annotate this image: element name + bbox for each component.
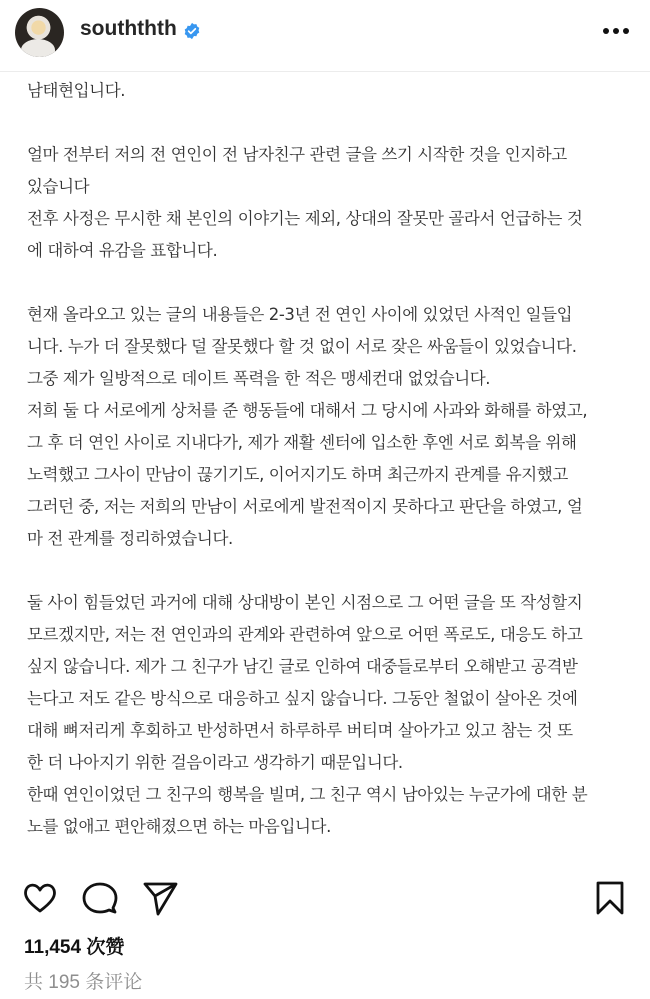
paragraph-gap <box>27 267 627 299</box>
more-options-button[interactable] <box>603 28 631 36</box>
action-bar <box>0 878 650 918</box>
caption-line: 는다고 저도 같은 방식으로 대응하고 싶지 않습니다. 그동안 철없이 살아온 것에 <box>27 689 578 708</box>
caption-line: 모르겠지만, 저는 전 연인과의 관계와 관련하여 앞으로 어떤 폭로도, 대응도 하고 <box>27 625 583 644</box>
post-header <box>0 0 650 72</box>
caption-line: 마 전 관계를 정리하였습니다. <box>27 529 233 548</box>
avatar[interactable] <box>15 8 64 57</box>
caption-line: 그중 제가 일방적으로 데이트 폭력을 한 적은 맹세컨대 없었습니다. <box>27 369 491 388</box>
paragraph-gap <box>27 555 627 587</box>
more-horizontal-icon <box>603 28 609 34</box>
caption-line: 전후 사정은 무시한 채 본인의 이야기는 제외, 상대의 잘못만 골라서 언급하는 것 <box>27 209 583 228</box>
caption-line: 남태현입니다. <box>27 81 126 100</box>
comment-icon[interactable] <box>80 878 120 918</box>
caption-line: 있습니다 <box>27 177 90 196</box>
username[interactable]: souththth <box>80 17 177 40</box>
likes-count[interactable]: 11,454 次赞 <box>24 937 125 958</box>
post-caption <box>27 75 627 843</box>
caption-line: 노력했고 그사이 만남이 끊기기도, 이어지기도 하며 최근까지 관계를 유지했고 <box>27 465 568 484</box>
caption-line: 얼마 전부터 저의 전 연인이 전 남자친구 관련 글을 쓰기 시작한 것을 인지하고 <box>27 145 567 164</box>
view-comments-link[interactable]: 共 195 条评论 <box>24 972 143 993</box>
caption-line: 둘 사이 힘들었던 과거에 대해 상대방이 본인 시점으로 그 어떤 글을 또 작성할지 <box>27 593 583 612</box>
caption-line: 그러던 중, 저는 저희의 만남이 서로에게 발전적이지 못하다고 판단을 하였고, 얼 <box>27 497 583 516</box>
send-icon[interactable] <box>140 878 180 918</box>
caption-line: 니다. 누가 더 잘못했다 덜 잘못했다 할 것 없이 서로 잦은 싸움들이 있었습니다. <box>27 337 577 356</box>
paragraph-gap <box>27 107 627 139</box>
heart-icon[interactable] <box>20 878 60 918</box>
caption-line: 그 후 더 연인 사이로 지내다가, 제가 재활 센터에 입소한 후엔 서로 회복을 위해 <box>27 433 577 452</box>
verified-badge-icon <box>183 22 201 40</box>
caption-line: 대해 뼈저리게 후회하고 반성하면서 하루하루 버티며 살아가고 있고 참는 것 또 <box>27 721 573 740</box>
caption-line: 한 더 나아지기 위한 걸음이라고 생각하기 때문입니다. <box>27 753 403 772</box>
caption-line: 현재 올라오고 있는 글의 내용들은 2-3년 전 연인 사이에 있었던 사적인 일들입 <box>27 305 573 324</box>
bookmark-icon[interactable] <box>590 878 630 918</box>
caption-line: 에 대하여 유감을 표합니다. <box>27 241 218 260</box>
caption-line: 노를 없애고 편안해졌으면 하는 마음입니다. <box>27 817 331 836</box>
caption-line: 싶지 않습니다. 제가 그 친구가 남긴 글로 인하여 대중들로부터 오해받고 공격받 <box>27 657 578 676</box>
caption-line: 저희 둘 다 서로에게 상처를 준 행동들에 대해서 그 당시에 사과와 화해를 하였고, <box>27 401 588 420</box>
caption-line: 한때 연인이었던 그 친구의 행복을 빌며, 그 친구 역시 남아있는 누군가에 대한 분 <box>27 785 588 804</box>
